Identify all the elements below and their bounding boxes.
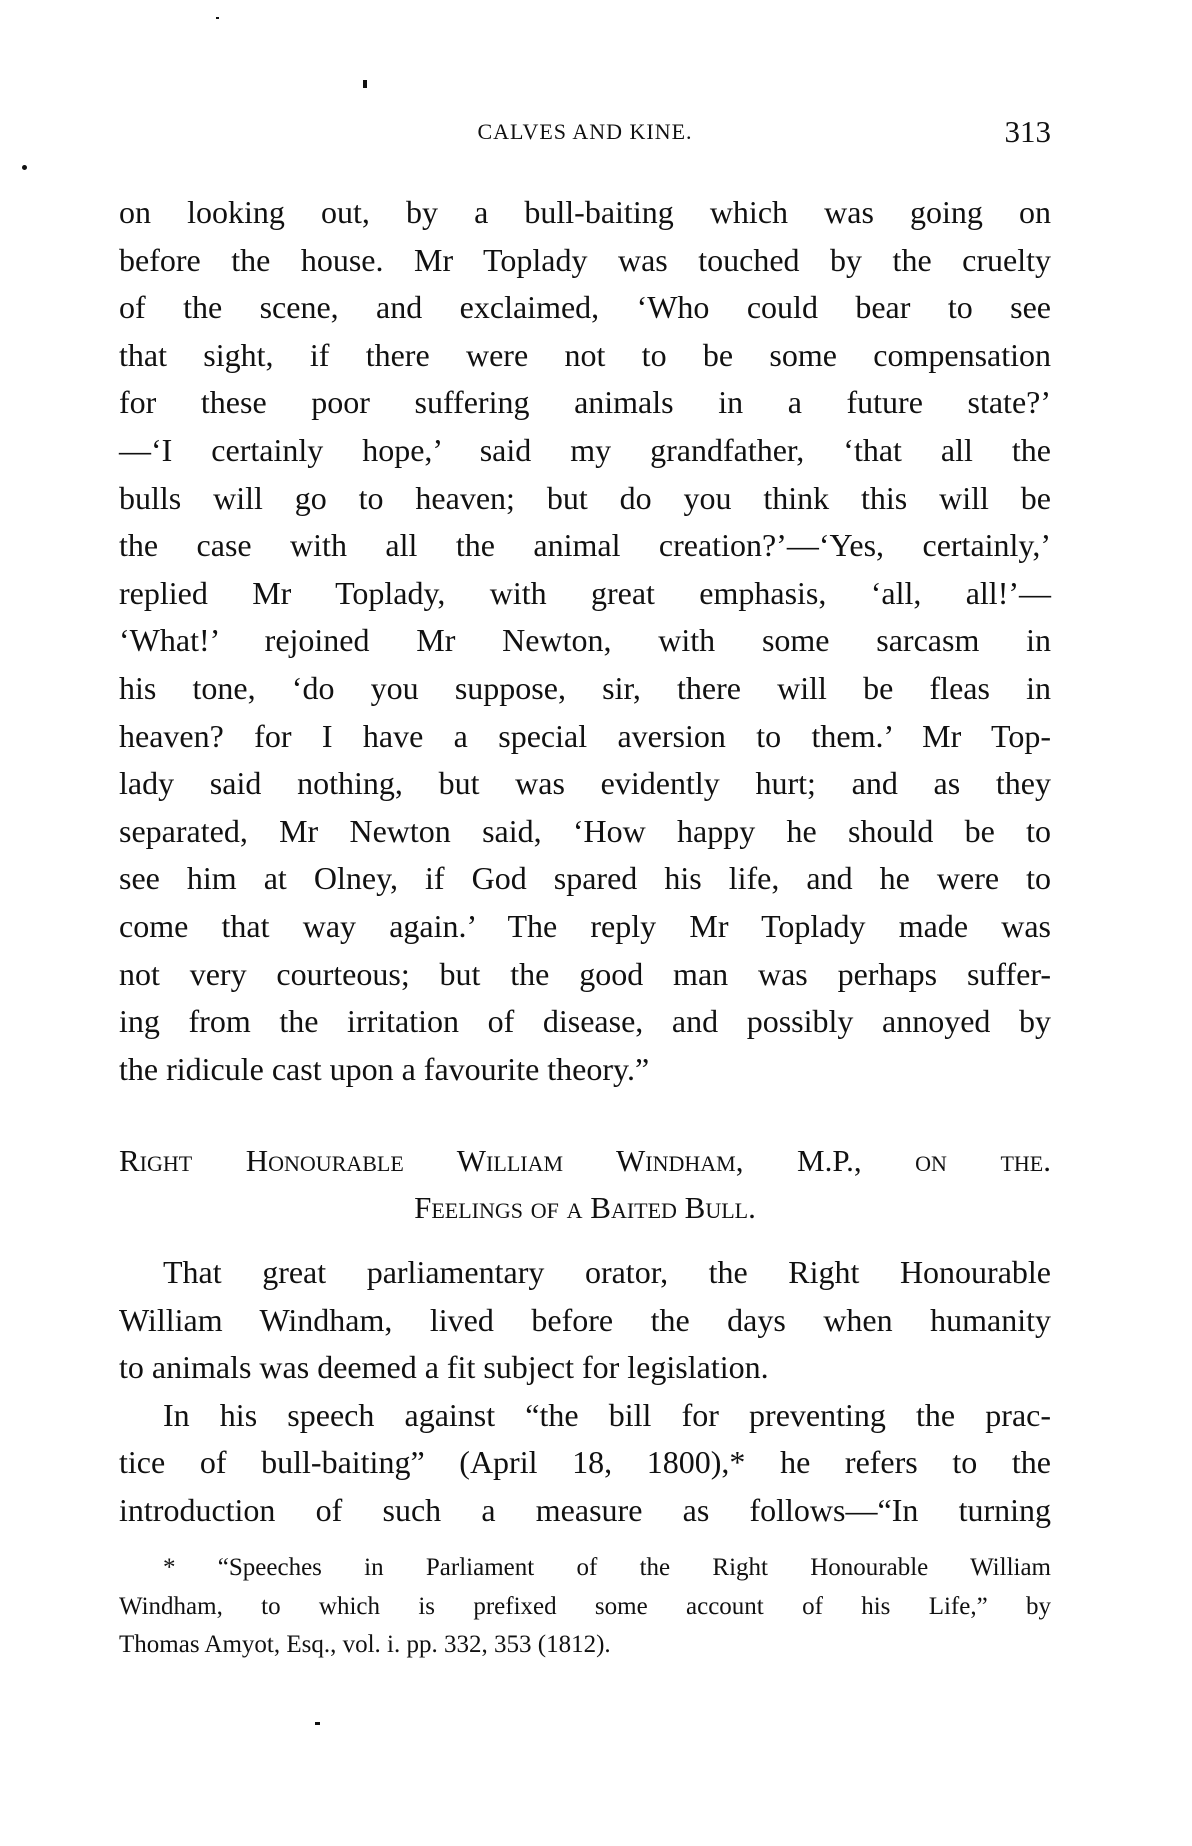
body-text-line: his tone, ‘do you suppose, sir, there will be fleas in	[119, 670, 1051, 706]
body-text-line: ‘What!’ rejoined Mr Newton, with some sarcasm in	[119, 622, 1051, 659]
body-text-line: —‘I certainly hope,’ said my grandfather, ‘that all the	[119, 432, 1051, 468]
body-text-line: not very courteous; but the good man was perhaps suffer-	[119, 955, 1051, 992]
scan-speck	[363, 80, 367, 88]
page-number: 313	[1004, 114, 1051, 149]
footnote-line: Windham, to which is prefixed some account of his Life,” by	[119, 1592, 1051, 1620]
body-text-line: come that way again.’ The reply Mr Toplady made was	[119, 908, 1051, 944]
section-text-line: tice of bull-baiting” (April 18, 1800),* he refers to the	[119, 1444, 1051, 1481]
section-heading-line: Right Honourable William Windham, M.P., on the.	[119, 1143, 1051, 1178]
body-text-line: replied Mr Toplady, with great emphasis, ‘all, all!’—	[119, 574, 1051, 611]
body-text-line: on looking out, by a bull-baiting which was going on	[119, 194, 1051, 230]
running-head	[119, 112, 1051, 152]
section-text-line: to animals was deemed a fit subject for legislation.	[119, 1349, 769, 1386]
body-text-line: the ridicule cast upon a favourite theory.”	[119, 1050, 650, 1087]
section-text-line: That great parliamentary orator, the Right Honourable	[163, 1254, 1051, 1290]
body-text-line: of the scene, and exclaimed, ‘Who could bear to see	[119, 289, 1051, 326]
section-text-line: introduction of such a measure as follows—“In turning	[119, 1492, 1051, 1528]
body-text-line: separated, Mr Newton said, ‘How happy he should be to	[119, 812, 1051, 849]
body-text-line: that sight, if there were not to be some compensation	[119, 336, 1051, 373]
scan-speck	[216, 17, 219, 19]
body-text-line: ing from the irritation of disease, and possibly annoyed by	[119, 1003, 1051, 1040]
footnote-line: * “Speeches in Parliament of the Right Honourable William	[163, 1554, 1051, 1581]
body-text-line: for these poor suffering animals in a future state?’	[119, 384, 1051, 421]
body-text-line: heaven? for I have a special aversion to them.’ Mr Top-	[119, 717, 1051, 754]
scan-speck	[22, 165, 27, 170]
running-title: CALVES AND KINE.	[477, 119, 693, 144]
footnote-line: Thomas Amyot, Esq., vol. i. pp. 332, 353 (1812).	[119, 1631, 611, 1658]
body-text-line: lady said nothing, but was evidently hurt; and as they	[119, 765, 1051, 802]
scan-speck	[315, 1722, 320, 1725]
section-heading-line: Feelings of a Baited Bull.	[414, 1190, 756, 1225]
section-text-line: In his speech against “the bill for preventing the prac-	[163, 1396, 1051, 1433]
body-text-line: bulls will go to heaven; but do you think this will be	[119, 479, 1051, 516]
body-text-line: before the house. Mr Toplady was touched by the cruelty	[119, 241, 1051, 278]
body-text-line: the case with all the animal creation?’—‘Yes, certainly,’	[119, 527, 1051, 564]
body-text-line: see him at Olney, if God spared his life, and he were to	[119, 860, 1051, 897]
section-text-line: William Windham, lived before the days when humanity	[119, 1301, 1051, 1338]
